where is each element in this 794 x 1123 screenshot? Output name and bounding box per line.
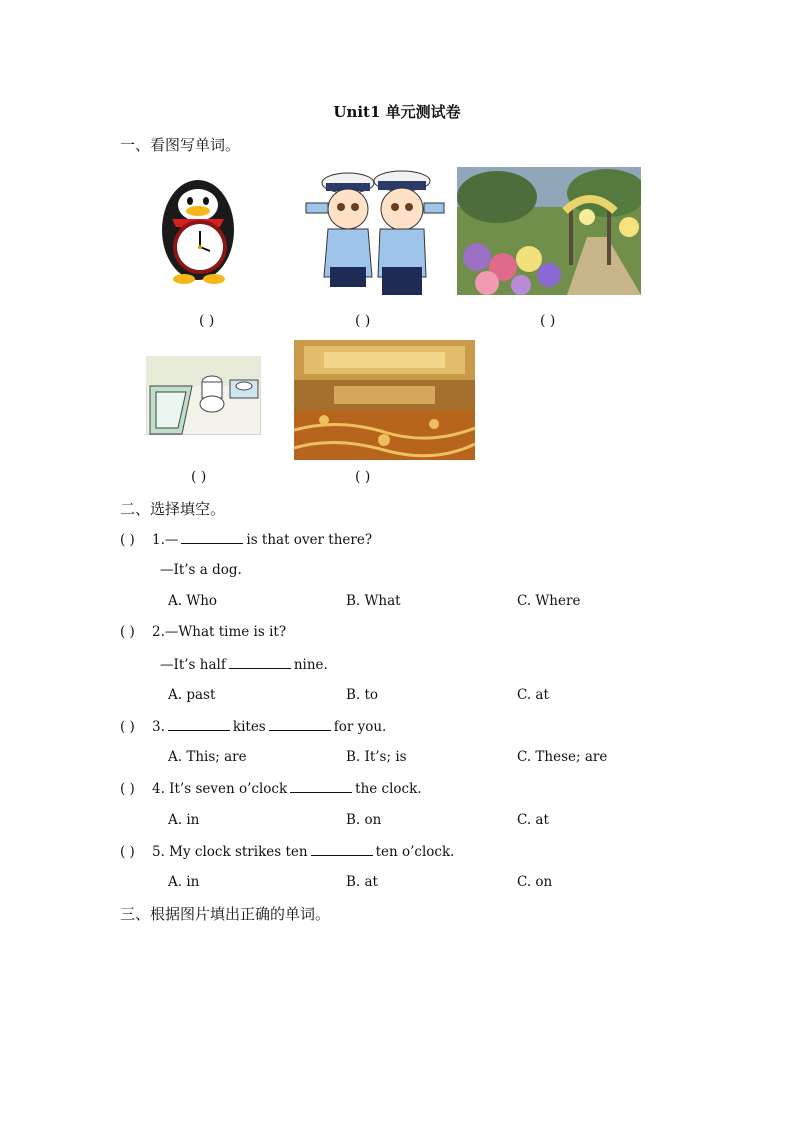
- fill-blank[interactable]: [290, 780, 352, 793]
- answer-blank-5[interactable]: ( ): [355, 469, 371, 485]
- answer-blank-2[interactable]: ( ): [355, 313, 371, 329]
- fill-blank[interactable]: [269, 718, 331, 731]
- section2-heading: 二、选择填空。: [120, 500, 226, 518]
- question-4: ( ) 4. It’s seven o’clock the clock.: [120, 781, 422, 797]
- answer-paren-q3[interactable]: ( ): [120, 719, 135, 735]
- question-3: ( ) 3. kites for you.: [120, 719, 387, 735]
- answer-paren-q2[interactable]: ( ): [120, 624, 135, 640]
- section1-heading: 一、看图写单词。: [120, 136, 241, 154]
- bathroom-image: [146, 356, 261, 435]
- question-5: ( ) 5. My clock strikes ten ten o’clock.: [120, 844, 455, 860]
- page-title: Unit1 单元测试卷: [333, 103, 461, 121]
- answer-line-q2: —It’s half nine.: [160, 657, 328, 673]
- question-1: ( ) 1.— is that over there?: [120, 532, 373, 548]
- option-b-q1: B. What: [346, 593, 401, 609]
- answer-paren-q4[interactable]: ( ): [120, 781, 135, 797]
- answer-blank-1[interactable]: ( ): [199, 313, 215, 329]
- question-2: ( ) 2.—What time is it?: [120, 624, 287, 640]
- option-a-q2: A. past: [168, 687, 216, 703]
- garden-image: [457, 167, 641, 295]
- section3-heading: 三、根据图片填出正确的单词。: [120, 905, 331, 923]
- fill-blank[interactable]: [181, 531, 243, 544]
- answer-paren-q1[interactable]: ( ): [120, 532, 135, 548]
- fill-blank[interactable]: [229, 656, 291, 669]
- option-a-q3: A. This; are: [168, 749, 247, 765]
- option-b-q5: B. at: [346, 874, 378, 890]
- option-c-q5: C. on: [517, 874, 553, 890]
- option-c-q4: C. at: [517, 812, 549, 828]
- option-b-q4: B. on: [346, 812, 382, 828]
- fill-blank[interactable]: [168, 718, 230, 731]
- answer-blank-3[interactable]: ( ): [540, 313, 556, 329]
- answer-line-q1: —It’s a dog.: [160, 562, 242, 578]
- option-b-q2: B. to: [346, 687, 379, 703]
- fill-blank[interactable]: [311, 843, 373, 856]
- option-a-q1: A. Who: [168, 593, 218, 609]
- option-c-q3: C. These; are: [517, 749, 608, 765]
- police-officers-image: [298, 167, 446, 295]
- option-c-q2: C. at: [517, 687, 549, 703]
- answer-paren-q5[interactable]: ( ): [120, 844, 135, 860]
- option-c-q1: C. Where: [517, 593, 581, 609]
- penguin-clock-image: [158, 175, 238, 285]
- hall-image: [294, 340, 475, 460]
- option-b-q3: B. It’s; is: [346, 749, 407, 765]
- answer-blank-4[interactable]: ( ): [191, 469, 207, 485]
- option-a-q4: A. in: [168, 812, 200, 828]
- option-a-q5: A. in: [168, 874, 200, 890]
